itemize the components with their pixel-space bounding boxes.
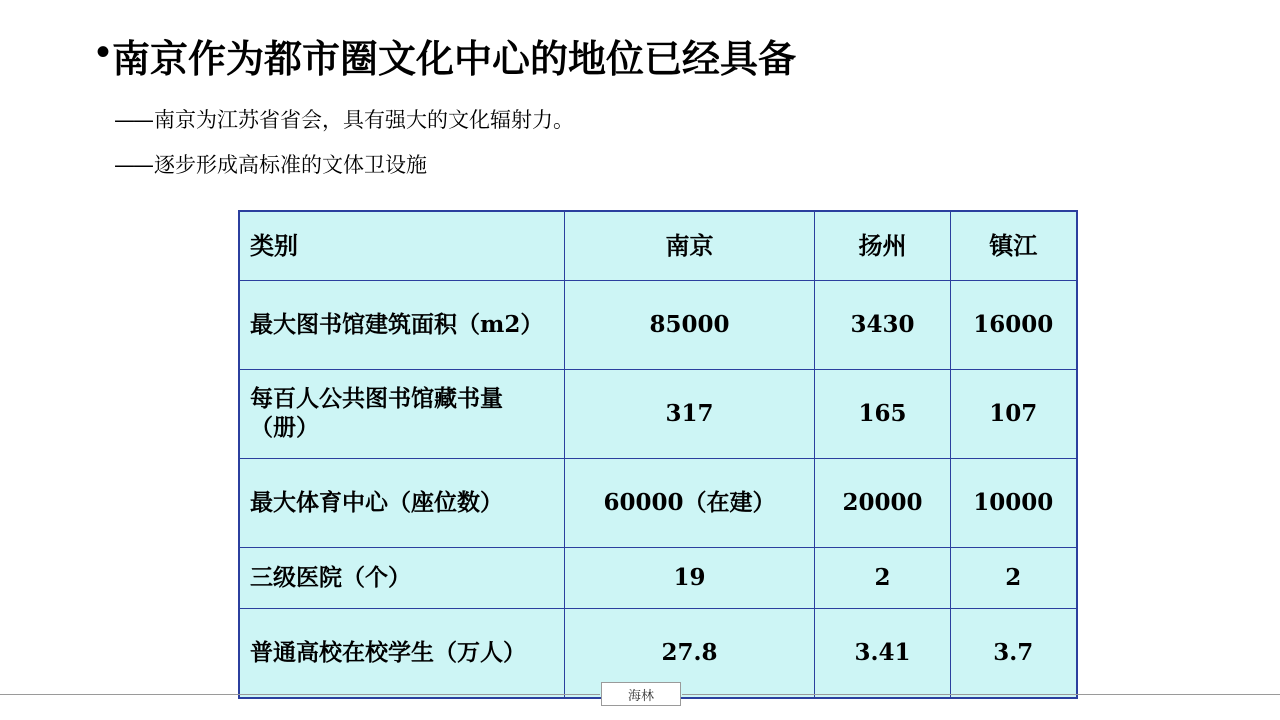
row-value-nanjing: 19 <box>565 548 815 609</box>
page-title <box>96 28 796 83</box>
row-value-yangzhou: 3430 <box>815 281 951 370</box>
row-category: 普通高校在校学生（万人） <box>239 609 565 699</box>
footer-label: 海林 <box>601 682 681 706</box>
row-value-zhenjiang: 16000 <box>951 281 1077 370</box>
row-value-yangzhou: 3.41 <box>815 609 951 699</box>
bullet-icon: • <box>96 29 111 74</box>
row-value-nanjing: 85000 <box>565 281 815 370</box>
table-header-zhenjiang: 镇江 <box>951 211 1077 281</box>
sub-point-2 <box>114 149 427 179</box>
row-value-yangzhou: 2 <box>815 548 951 609</box>
title-text: 南京作为都市圈文化中心的地位已经具备 <box>112 37 797 81</box>
row-value-nanjing: 317 <box>565 370 815 459</box>
row-category: 三级医院（个） <box>239 548 565 609</box>
table-header-nanjing: 南京 <box>565 211 815 281</box>
row-value-zhenjiang: 3.7 <box>951 609 1077 699</box>
table-header-row <box>239 211 1077 281</box>
row-category: 每百人公共图书馆藏书量（册） <box>239 370 565 459</box>
table-row <box>239 459 1077 548</box>
dash-prefix-1: —— <box>114 108 152 132</box>
row-value-zhenjiang: 10000 <box>951 459 1077 548</box>
comparison-table <box>238 210 1078 699</box>
row-category: 最大体育中心（座位数） <box>239 459 565 548</box>
table-header-category: 类别 <box>239 211 565 281</box>
row-category: 最大图书馆建筑面积（m2） <box>239 281 565 370</box>
row-value-yangzhou: 165 <box>815 370 951 459</box>
row-value-zhenjiang: 107 <box>951 370 1077 459</box>
dash-prefix-2: —— <box>114 153 152 177</box>
sub-point-1-text: 南京为江苏省省会，具有强大的文化辐射力。 <box>154 108 574 132</box>
sub-point-1 <box>114 104 574 134</box>
footer-divider-left <box>0 694 600 695</box>
table-row <box>239 370 1077 459</box>
table-row <box>239 548 1077 609</box>
table-row <box>239 281 1077 370</box>
row-value-yangzhou: 20000 <box>815 459 951 548</box>
table-header-yangzhou: 扬州 <box>815 211 951 281</box>
row-value-zhenjiang: 2 <box>951 548 1077 609</box>
footer-divider-right <box>682 694 1280 695</box>
row-value-nanjing: 27.8 <box>565 609 815 699</box>
sub-point-2-text: 逐步形成高标准的文体卫设施 <box>154 153 427 177</box>
row-value-nanjing: 60000（在建） <box>565 459 815 548</box>
